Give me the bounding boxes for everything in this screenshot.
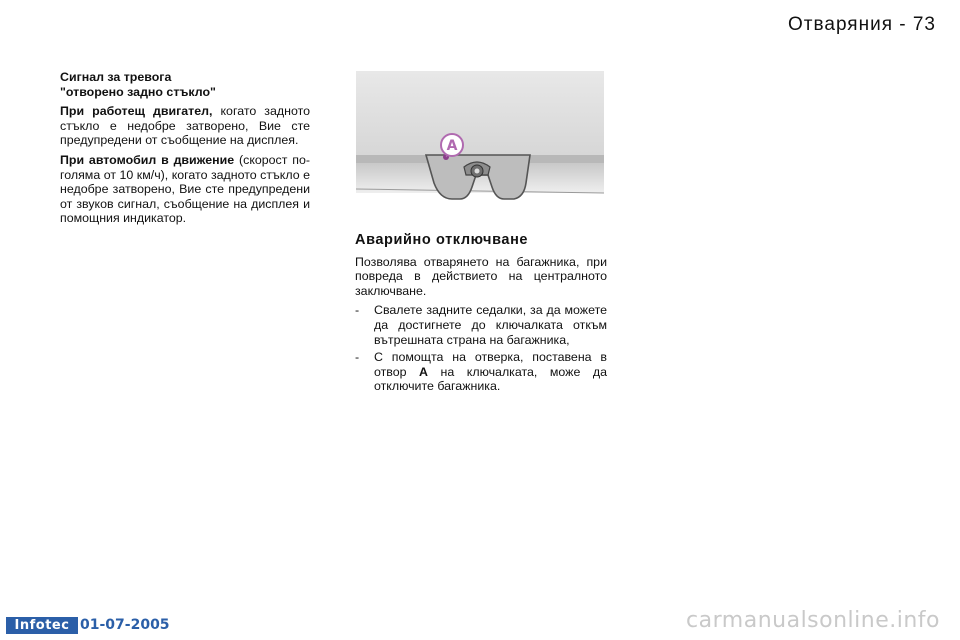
driving-paragraph <box>60 153 310 226</box>
callout-label-a: A <box>446 138 458 154</box>
alarm-heading-line1: Сигнал за тревога <box>60 70 172 84</box>
step2-bold-a: A <box>419 364 428 379</box>
step2-text-after: на ключалката, може да отключите багажника. <box>374 364 607 394</box>
emergency-unlock-steps <box>355 303 607 394</box>
emergency-unlock-intro: Позволява отварянето на багажника, при повреда в действието на централното заключване. <box>355 254 607 298</box>
driving-text: (скорост по-голяма от 10 км/ч), когато задното стъкло е недобре затворено, Вие сте предупредени от звуков сигнал, съобщение на дисплея и помощния индикатор. <box>60 152 310 226</box>
watermark: carmanualsonline.info <box>686 608 940 633</box>
emergency-unlock-section <box>355 233 607 397</box>
driving-bold: При автомобил в движение <box>60 152 235 167</box>
engine-running-text: когато задното стъкло е недобре затворено, Вие сте предупредени от съобщение на дисплея. <box>60 104 310 148</box>
alarm-heading-line2: "отворено задно стъкло" <box>60 84 216 99</box>
engine-running-paragraph <box>60 104 310 148</box>
infotec-logo: Infotec <box>6 617 78 634</box>
emergency-unlock-title: Аварийно отключване <box>355 232 529 248</box>
engine-running-bold: При работещ двигател, <box>60 104 213 119</box>
step2-text-before: С помощта на отверка, поставена в отвор <box>374 350 607 379</box>
bullet-dash: - <box>355 303 360 318</box>
step-item <box>355 303 607 347</box>
bullet-dash: - <box>355 350 360 365</box>
step-item <box>355 350 607 394</box>
tailgate-lock-illustration <box>356 71 604 211</box>
alarm-section <box>60 70 310 231</box>
alarm-heading <box>60 70 310 99</box>
footer-date: 01-07-2005 <box>80 617 170 633</box>
step1-text: Свалете задните седалки, за да можете да достигнете до ключалката откъм вътрешната страна на багажника, <box>374 303 607 347</box>
page-section-title: Отваряния - 73 <box>788 14 936 35</box>
lock-drawing <box>356 71 604 211</box>
